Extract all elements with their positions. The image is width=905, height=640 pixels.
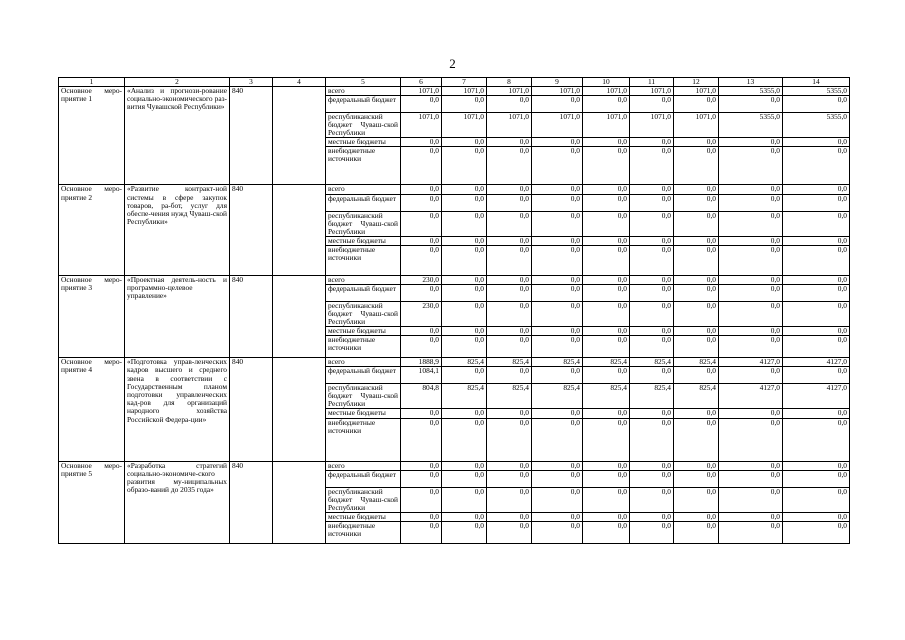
amount-cell: 825,4	[583, 358, 630, 367]
table-row	[59, 358, 850, 367]
amount-cell: 0,0	[674, 418, 719, 461]
funding-source: республиканский бюджет Чуваш-ской Республики	[326, 113, 401, 138]
amount-cell: 5355,0	[783, 113, 850, 138]
amount-cell: 0,0	[674, 302, 719, 327]
amount-cell: 0,0	[630, 194, 674, 211]
amount-cell: 0,0	[719, 487, 783, 512]
amount-cell: 0,0	[487, 512, 532, 521]
amount-cell: 0,0	[630, 512, 674, 521]
amount-cell: 0,0	[401, 96, 442, 113]
amount-cell: 0,0	[583, 522, 630, 544]
header-cell: 11	[630, 78, 674, 87]
amount-cell: 0,0	[674, 185, 719, 194]
amount-cell: 230,0	[401, 302, 442, 327]
amount-cell: 0,0	[487, 194, 532, 211]
amount-cell: 825,4	[674, 384, 719, 409]
amount-cell: 0,0	[583, 96, 630, 113]
amount-cell: 0,0	[583, 461, 630, 470]
amount-cell: 0,0	[487, 138, 532, 147]
amount-cell: 0,0	[630, 487, 674, 512]
amount-cell: 0,0	[401, 147, 442, 185]
amount-cell: 0,0	[719, 522, 783, 544]
amount-cell: 1071,0	[532, 87, 583, 96]
amount-cell: 0,0	[630, 147, 674, 185]
amount-cell: 0,0	[719, 211, 783, 236]
amount-cell: 0,0	[532, 302, 583, 327]
amount-cell: 0,0	[719, 245, 783, 275]
header-cell: 13	[719, 78, 783, 87]
amount-cell: 0,0	[532, 236, 583, 245]
amount-cell: 0,0	[783, 194, 850, 211]
amount-cell: 5355,0	[719, 87, 783, 96]
amount-cell: 0,0	[630, 211, 674, 236]
amount-cell: 0,0	[401, 461, 442, 470]
amount-cell: 0,0	[442, 418, 487, 461]
amount-cell: 0,0	[674, 194, 719, 211]
amount-cell: 1071,0	[401, 113, 442, 138]
amount-cell: 0,0	[583, 487, 630, 512]
table-row	[59, 87, 850, 96]
amount-cell: 0,0	[630, 522, 674, 544]
amount-cell: 0,0	[487, 336, 532, 358]
budget-table	[58, 77, 850, 544]
amount-cell: 0,0	[630, 185, 674, 194]
amount-cell: 0,0	[401, 245, 442, 275]
amount-cell: 0,0	[583, 512, 630, 521]
amount-cell: 0,0	[532, 522, 583, 544]
amount-cell: 4127,0	[783, 358, 850, 367]
amount-cell: 0,0	[719, 275, 783, 284]
amount-cell: 0,0	[583, 185, 630, 194]
amount-cell: 0,0	[532, 336, 583, 358]
amount-cell: 0,0	[674, 327, 719, 336]
amount-cell: 0,0	[783, 211, 850, 236]
amount-cell: 0,0	[583, 147, 630, 185]
amount-cell: 0,0	[401, 409, 442, 418]
table-row	[59, 461, 850, 470]
amount-cell: 825,4	[442, 358, 487, 367]
amount-cell: 1071,0	[630, 87, 674, 96]
amount-cell: 0,0	[783, 96, 850, 113]
amount-cell: 0,0	[783, 245, 850, 275]
amount-cell: 0,0	[583, 285, 630, 302]
funding-source: республиканский бюджет Чуваш-ской Республики	[326, 487, 401, 512]
amount-cell: 0,0	[783, 367, 850, 384]
funding-source: республиканский бюджет Чуваш-ской Республики	[326, 211, 401, 236]
amount-cell: 0,0	[487, 275, 532, 284]
measure-name: Основное меро-приятие 5	[59, 461, 125, 543]
amount-cell: 0,0	[583, 327, 630, 336]
amount-cell: 0,0	[442, 211, 487, 236]
amount-cell: 1888,9	[401, 358, 442, 367]
header-cell: 14	[783, 78, 850, 87]
amount-cell: 1071,0	[674, 113, 719, 138]
amount-cell: 0,0	[674, 275, 719, 284]
amount-cell: 0,0	[630, 285, 674, 302]
amount-cell: 0,0	[532, 96, 583, 113]
amount-cell: 0,0	[487, 367, 532, 384]
amount-cell: 1071,0	[674, 87, 719, 96]
amount-cell: 0,0	[783, 512, 850, 521]
amount-cell: 0,0	[583, 409, 630, 418]
table-body	[59, 87, 850, 544]
amount-cell: 0,0	[630, 245, 674, 275]
table-row	[59, 275, 850, 284]
measure-name: Основное меро-приятие 1	[59, 87, 125, 185]
amount-cell: 0,0	[532, 367, 583, 384]
amount-cell: 0,0	[783, 487, 850, 512]
amount-cell: 1071,0	[487, 113, 532, 138]
amount-cell: 4127,0	[783, 384, 850, 409]
amount-cell: 825,4	[442, 384, 487, 409]
amount-cell: 0,0	[719, 327, 783, 336]
amount-cell: 0,0	[719, 185, 783, 194]
funding-source: внебюджетные источники	[326, 147, 401, 185]
amount-cell: 804,8	[401, 384, 442, 409]
amount-cell: 0,0	[783, 185, 850, 194]
amount-cell: 0,0	[442, 147, 487, 185]
amount-cell: 0,0	[719, 302, 783, 327]
funding-source: федеральный бюджет	[326, 470, 401, 487]
responsible-code: 840	[230, 185, 273, 275]
header-cell: 3	[230, 78, 273, 87]
amount-cell: 0,0	[401, 194, 442, 211]
amount-cell: 0,0	[487, 245, 532, 275]
amount-cell: 0,0	[630, 336, 674, 358]
measure-name: Основное меро-приятие 4	[59, 358, 125, 461]
funding-source: местные бюджеты	[326, 512, 401, 521]
amount-cell: 0,0	[630, 470, 674, 487]
responsible-code: 840	[230, 87, 273, 185]
amount-cell: 0,0	[532, 327, 583, 336]
amount-cell: 0,0	[583, 245, 630, 275]
amount-cell: 0,0	[719, 147, 783, 185]
amount-cell: 0,0	[532, 461, 583, 470]
amount-cell: 825,4	[630, 358, 674, 367]
funding-source: внебюджетные источники	[326, 245, 401, 275]
amount-cell: 0,0	[487, 327, 532, 336]
amount-cell: 0,0	[532, 512, 583, 521]
funding-source: всего	[326, 461, 401, 470]
amount-cell: 0,0	[532, 185, 583, 194]
amount-cell: 0,0	[783, 138, 850, 147]
funding-source: федеральный бюджет	[326, 367, 401, 384]
amount-cell: 0,0	[487, 522, 532, 544]
amount-cell: 0,0	[532, 194, 583, 211]
amount-cell: 825,4	[583, 384, 630, 409]
amount-cell: 0,0	[442, 522, 487, 544]
measure-title: «Развитие контракт-ной системы в сфере закупок товаров, ра-бот, услуг для обеспе-чения нужд Чуваш-ской Республики»	[125, 185, 230, 275]
funding-source: всего	[326, 185, 401, 194]
amount-cell: 0,0	[783, 302, 850, 327]
amount-cell: 0,0	[583, 275, 630, 284]
amount-cell: 0,0	[532, 470, 583, 487]
amount-cell: 0,0	[783, 147, 850, 185]
amount-cell: 5355,0	[719, 113, 783, 138]
amount-cell: 0,0	[674, 487, 719, 512]
amount-cell: 0,0	[442, 138, 487, 147]
amount-cell: 0,0	[630, 409, 674, 418]
amount-cell: 0,0	[442, 512, 487, 521]
amount-cell: 0,0	[719, 285, 783, 302]
amount-cell: 0,0	[442, 285, 487, 302]
amount-cell: 0,0	[401, 285, 442, 302]
amount-cell: 0,0	[719, 96, 783, 113]
funding-source: федеральный бюджет	[326, 285, 401, 302]
amount-cell: 0,0	[783, 470, 850, 487]
amount-cell: 0,0	[532, 211, 583, 236]
amount-cell: 0,0	[630, 418, 674, 461]
amount-cell: 0,0	[719, 409, 783, 418]
amount-cell: 0,0	[532, 147, 583, 185]
funding-source: местные бюджеты	[326, 236, 401, 245]
amount-cell: 0,0	[783, 336, 850, 358]
amount-cell: 0,0	[674, 367, 719, 384]
amount-cell: 0,0	[487, 96, 532, 113]
amount-cell: 0,0	[583, 470, 630, 487]
amount-cell: 230,0	[401, 275, 442, 284]
measure-title: «Подготовка управ-ленческих кадров высшего и среднего звена в соответствии с Государственным планом подготовки управленческих кад-ров для организаций народного хозяйства Российской Федера-ции»	[125, 358, 230, 461]
amount-cell: 0,0	[719, 461, 783, 470]
amount-cell: 0,0	[401, 236, 442, 245]
amount-cell: 0,0	[719, 367, 783, 384]
amount-cell: 0,0	[783, 275, 850, 284]
amount-cell: 0,0	[442, 275, 487, 284]
amount-cell: 0,0	[630, 327, 674, 336]
header-cell: 6	[401, 78, 442, 87]
amount-cell: 0,0	[674, 409, 719, 418]
amount-cell: 0,0	[401, 327, 442, 336]
amount-cell: 0,0	[487, 236, 532, 245]
amount-cell: 0,0	[442, 185, 487, 194]
measure-title: «Разработка стратегий социально-экономиче-ского развития му-ниципальных образо-ваний до 2035 года»	[125, 461, 230, 543]
amount-cell: 825,4	[487, 384, 532, 409]
amount-cell: 1084,1	[401, 367, 442, 384]
amount-cell: 0,0	[674, 285, 719, 302]
amount-cell: 0,0	[487, 461, 532, 470]
amount-cell: 0,0	[783, 461, 850, 470]
amount-cell: 0,0	[401, 470, 442, 487]
amount-cell: 0,0	[783, 522, 850, 544]
measure-title: «Анализ и прогнози-рование социально-экономического раз-вития Чувашской Республики»	[125, 87, 230, 185]
amount-cell: 4127,0	[719, 358, 783, 367]
amount-cell: 0,0	[583, 236, 630, 245]
funding-source: республиканский бюджет Чуваш-ской Республики	[326, 302, 401, 327]
amount-cell: 0,0	[583, 138, 630, 147]
amount-cell: 0,0	[442, 236, 487, 245]
funding-source: внебюджетные источники	[326, 522, 401, 544]
header-row	[59, 78, 850, 87]
amount-cell: 4127,0	[719, 384, 783, 409]
amount-cell: 1071,0	[630, 113, 674, 138]
funding-source: всего	[326, 87, 401, 96]
funding-source: внебюджетные источники	[326, 418, 401, 461]
funding-source: внебюджетные источники	[326, 336, 401, 358]
header-cell: 7	[442, 78, 487, 87]
amount-cell: 0,0	[674, 211, 719, 236]
amount-cell: 0,0	[442, 245, 487, 275]
amount-cell: 0,0	[532, 487, 583, 512]
amount-cell: 1071,0	[532, 113, 583, 138]
amount-cell: 0,0	[532, 245, 583, 275]
header-cell: 10	[583, 78, 630, 87]
amount-cell: 0,0	[401, 138, 442, 147]
amount-cell: 0,0	[487, 470, 532, 487]
amount-cell: 0,0	[630, 275, 674, 284]
funding-source: местные бюджеты	[326, 138, 401, 147]
amount-cell: 0,0	[719, 336, 783, 358]
amount-cell: 1071,0	[583, 87, 630, 96]
amount-cell: 5355,0	[783, 87, 850, 96]
amount-cell: 1071,0	[401, 87, 442, 96]
header-cell: 12	[674, 78, 719, 87]
measure-name: Основное меро-приятие 2	[59, 185, 125, 275]
amount-cell: 0,0	[630, 461, 674, 470]
amount-cell: 0,0	[719, 236, 783, 245]
amount-cell: 0,0	[583, 336, 630, 358]
header-cell: 5	[326, 78, 401, 87]
amount-cell: 0,0	[401, 336, 442, 358]
amount-cell: 1071,0	[442, 113, 487, 138]
amount-cell: 0,0	[401, 522, 442, 544]
amount-cell: 0,0	[674, 512, 719, 521]
funding-source: местные бюджеты	[326, 409, 401, 418]
table-row	[59, 185, 850, 194]
amount-cell: 0,0	[719, 470, 783, 487]
funding-source: республиканский бюджет Чуваш-ской Республики	[326, 384, 401, 409]
amount-cell: 0,0	[630, 236, 674, 245]
amount-cell: 1071,0	[487, 87, 532, 96]
amount-cell: 825,4	[630, 384, 674, 409]
amount-cell: 0,0	[487, 418, 532, 461]
amount-cell: 0,0	[783, 327, 850, 336]
amount-cell: 0,0	[783, 418, 850, 461]
column-4-cell	[273, 358, 326, 461]
amount-cell: 0,0	[583, 302, 630, 327]
amount-cell: 0,0	[674, 138, 719, 147]
amount-cell: 825,4	[674, 358, 719, 367]
funding-source: всего	[326, 275, 401, 284]
amount-cell: 0,0	[719, 138, 783, 147]
amount-cell: 0,0	[630, 367, 674, 384]
amount-cell: 0,0	[442, 487, 487, 512]
amount-cell: 825,4	[532, 358, 583, 367]
header-cell: 1	[59, 78, 125, 87]
amount-cell: 0,0	[401, 185, 442, 194]
measure-name: Основное меро-приятие 3	[59, 275, 125, 357]
header-cell: 2	[125, 78, 230, 87]
amount-cell: 0,0	[674, 522, 719, 544]
header-cell: 9	[532, 78, 583, 87]
amount-cell: 825,4	[487, 358, 532, 367]
amount-cell: 0,0	[487, 147, 532, 185]
amount-cell: 0,0	[674, 245, 719, 275]
amount-cell: 0,0	[487, 285, 532, 302]
amount-cell: 0,0	[583, 418, 630, 461]
amount-cell: 0,0	[583, 211, 630, 236]
funding-source: федеральный бюджет	[326, 194, 401, 211]
amount-cell: 0,0	[442, 327, 487, 336]
page-number: 2	[449, 56, 456, 71]
amount-cell: 0,0	[442, 194, 487, 211]
responsible-code: 840	[230, 358, 273, 461]
amount-cell: 0,0	[401, 418, 442, 461]
amount-cell: 0,0	[783, 285, 850, 302]
amount-cell: 0,0	[401, 512, 442, 521]
header-cell: 8	[487, 78, 532, 87]
amount-cell: 0,0	[442, 96, 487, 113]
column-4-cell	[273, 461, 326, 543]
amount-cell: 0,0	[442, 367, 487, 384]
amount-cell: 0,0	[674, 236, 719, 245]
amount-cell: 0,0	[442, 336, 487, 358]
amount-cell: 0,0	[532, 409, 583, 418]
amount-cell: 0,0	[401, 211, 442, 236]
amount-cell: 0,0	[583, 367, 630, 384]
amount-cell: 0,0	[532, 285, 583, 302]
amount-cell: 0,0	[583, 194, 630, 211]
amount-cell: 0,0	[719, 194, 783, 211]
amount-cell: 0,0	[783, 409, 850, 418]
amount-cell: 0,0	[630, 138, 674, 147]
measure-title: «Проектная деятель-ность и программно-целевое управление»	[125, 275, 230, 357]
amount-cell: 0,0	[674, 461, 719, 470]
amount-cell: 0,0	[487, 409, 532, 418]
amount-cell: 0,0	[630, 96, 674, 113]
amount-cell: 0,0	[442, 470, 487, 487]
column-4-cell	[273, 185, 326, 275]
amount-cell: 0,0	[442, 461, 487, 470]
amount-cell: 0,0	[442, 409, 487, 418]
amount-cell: 0,0	[532, 275, 583, 284]
amount-cell: 0,0	[532, 138, 583, 147]
funding-source: федеральный бюджет	[326, 96, 401, 113]
amount-cell: 0,0	[487, 211, 532, 236]
amount-cell: 0,0	[783, 236, 850, 245]
amount-cell: 0,0	[674, 96, 719, 113]
amount-cell: 0,0	[442, 302, 487, 327]
amount-cell: 1071,0	[583, 113, 630, 138]
amount-cell: 0,0	[401, 487, 442, 512]
amount-cell: 0,0	[532, 418, 583, 461]
amount-cell: 0,0	[674, 147, 719, 185]
responsible-code: 840	[230, 461, 273, 543]
header-cell: 4	[273, 78, 326, 87]
amount-cell: 0,0	[719, 512, 783, 521]
amount-cell: 0,0	[487, 185, 532, 194]
amount-cell: 1071,0	[442, 87, 487, 96]
amount-cell: 825,4	[532, 384, 583, 409]
amount-cell: 0,0	[674, 470, 719, 487]
amount-cell: 0,0	[674, 336, 719, 358]
amount-cell: 0,0	[719, 418, 783, 461]
column-4-cell	[273, 275, 326, 357]
responsible-code: 840	[230, 275, 273, 357]
column-4-cell	[273, 87, 326, 185]
funding-source: местные бюджеты	[326, 327, 401, 336]
funding-source: всего	[326, 358, 401, 367]
amount-cell: 0,0	[487, 487, 532, 512]
amount-cell: 0,0	[630, 302, 674, 327]
amount-cell: 0,0	[487, 302, 532, 327]
